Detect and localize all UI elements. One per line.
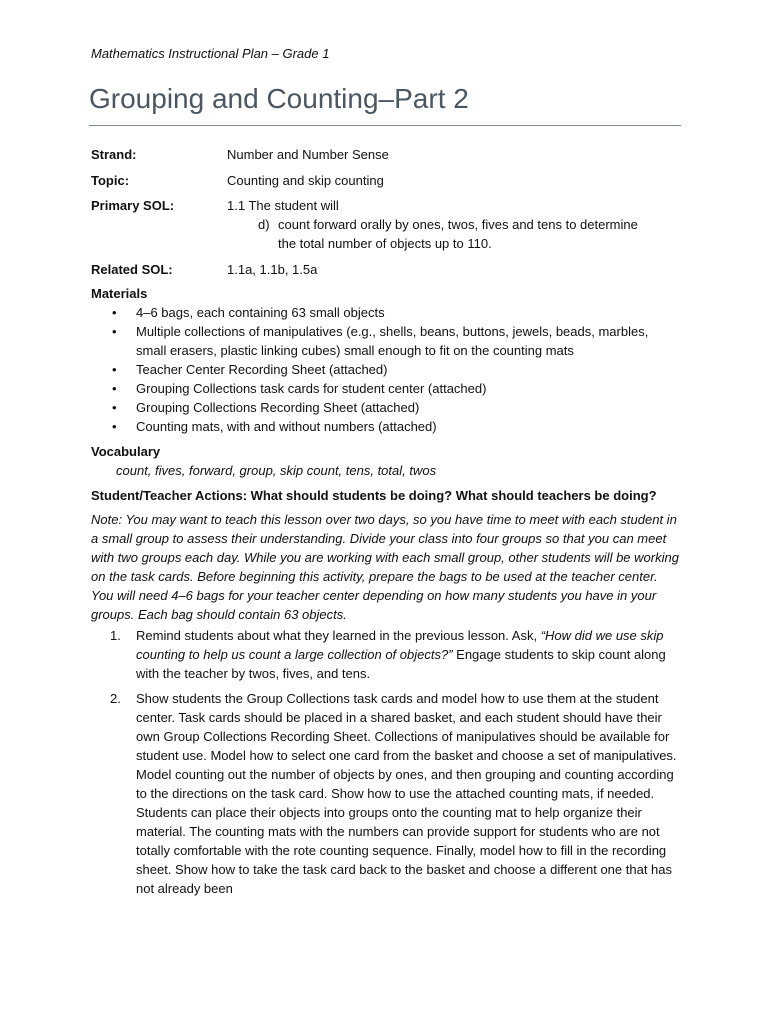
primary-sol-sub-line2: the total number of objects up to 110.	[278, 236, 492, 251]
page-header: Mathematics Instructional Plan – Grade 1	[91, 46, 330, 61]
list-item: • Grouping Collections Recording Sheet (attached)	[108, 398, 678, 417]
related-sol-value: 1.1a, 1.1b, 1.5a	[227, 262, 318, 277]
primary-sol-value: 1.1 The student will	[227, 198, 339, 213]
vocabulary-terms: count, fives, forward, group, skip count, tens, total, twos	[116, 463, 437, 478]
materials-list	[108, 303, 678, 436]
step-text: Remind students about what they learned in the previous lesson. Ask,	[136, 628, 541, 643]
strand-value: Number and Number Sense	[227, 147, 389, 162]
step-quote: “How did we use skip counting to help us count a large collection of objects?”	[136, 628, 664, 662]
list-item: • 4–6 bags, each containing 63 small objects	[108, 303, 678, 322]
list-item: • Teacher Center Recording Sheet (attached)	[108, 360, 678, 379]
actions-note: Note: You may want to teach this lesson over two days, so you have time to meet with each student in a small group to assess their understanding. Divide your class into four groups so that you can meet with two groups each day. While you are working with each small group, other students will be working on the task cards. Before beginning this activity, prepare the bags to be used at the teacher center. You will need 4–6 bags for your teacher center depending on how many students you have in your groups. Each bag should contain 63 objects.	[91, 512, 679, 622]
materials-title: Materials	[91, 286, 148, 301]
primary-sol-label: Primary SOL:	[91, 198, 175, 213]
step-number: 2.	[110, 691, 121, 706]
vocabulary-title: Vocabulary	[91, 444, 161, 459]
list-item: • Counting mats, with and without numbers (attached)	[108, 417, 678, 436]
step-number: 1.	[110, 628, 121, 643]
actions-title: Student/Teacher Actions: What should students be doing? What should teachers be doing?	[91, 488, 657, 503]
strand-label: Strand:	[91, 147, 137, 162]
step-text: Show students the Group Collections task cards and model how to use them at the student center. Task cards should be placed in a shared basket, and each student should have their own Group Collections Recording Sheet. Collections of manipulatives should be available for student use. Model how to select one card from the basket and choose a set of manipulatives. Model counting out the number of objects by ones, and then grouping and counting according to the directions on the task card. Show how to use the attached counting mats, if needed. Students can place their objects into groups onto the counting mat to help organize their material. The counting mats with the numbers can provide support for students who are not totally comfortable with the rote counting sequence. Finally, model how to fill in the recording sheet. Show how to take the task card back to the basket and choose a different one that has not already been	[136, 691, 677, 896]
page-title: Grouping and Counting–Part 2	[89, 83, 469, 114]
steps-list	[110, 626, 680, 904]
topic-label: Topic:	[91, 173, 130, 188]
list-item: • Grouping Collections task cards for student center (attached)	[108, 379, 678, 398]
list-item	[110, 689, 680, 898]
step-text-continued: Engage students to skip count along with the teacher by twos, fives, and tens.	[136, 647, 666, 681]
list-item	[110, 626, 680, 683]
topic-value: Counting and skip counting	[227, 173, 384, 188]
primary-sol-sub-marker: d)	[258, 217, 270, 232]
list-item: • Multiple collections of manipulatives (e.g., shells, beans, buttons, jewels, beads, marbles, small erasers, plastic linking cubes) small enough to fit on the counting mats	[108, 322, 678, 360]
primary-sol-sub-line1: count forward orally by ones, twos, fives and tens to determine	[278, 217, 638, 232]
title-divider	[89, 125, 681, 126]
related-sol-label: Related SOL:	[91, 262, 173, 277]
